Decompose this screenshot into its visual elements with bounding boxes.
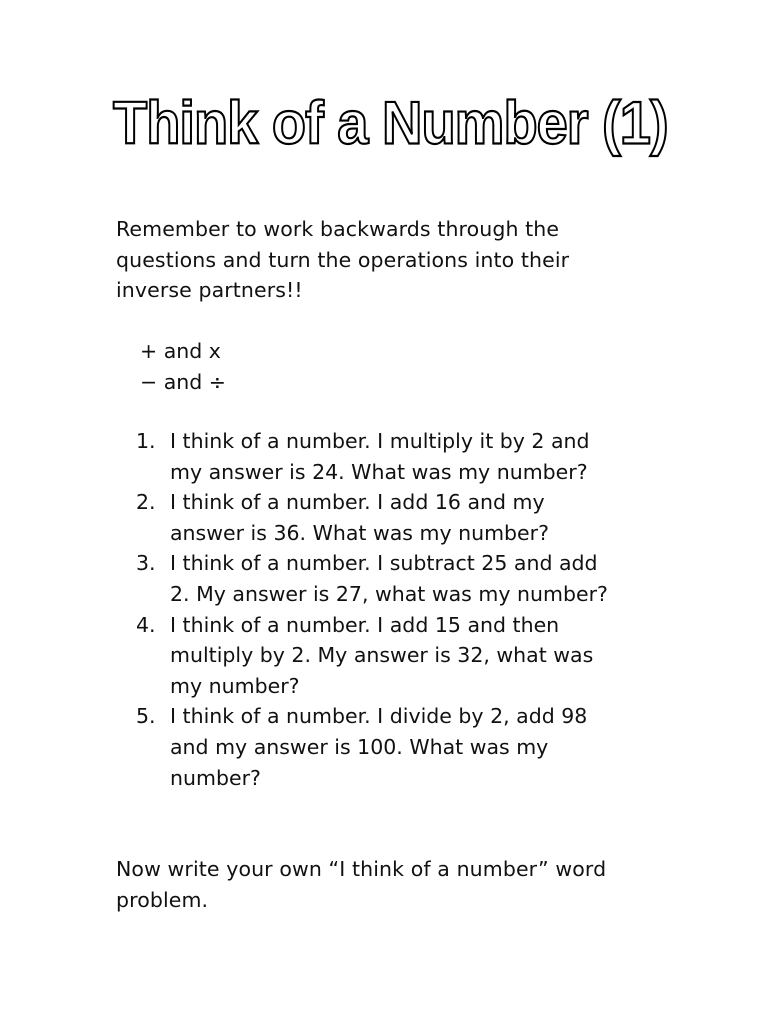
question-line: my answer is 24. What was my number? [170,459,588,484]
closing-line: Now write your own “I think of a number” word [116,857,607,881]
operation-pair-add-multiply: + and x [140,339,221,363]
question-line: answer is 36. What was my number? [170,520,549,545]
question-line: I think of a number. I add 15 and then [170,612,560,637]
page-title: Think of a Number (1) [113,88,668,157]
question-number: 2. [136,490,156,515]
question-number: 3. [136,551,156,576]
intro-line: inverse partners!! [116,278,303,303]
question-number: 5. [136,704,156,729]
question-line: I think of a number. I divide by 2, add 98 [170,704,588,729]
question-line: my number? [170,673,300,698]
operation-pair-subtract-divide: − and ÷ [140,369,226,394]
question-item [136,487,666,548]
question-number: 1. [136,429,156,453]
question-line: I think of a number. I subtract 25 and add [170,551,598,576]
question-item [136,701,666,793]
question-line: I think of a number. I add 16 and my [170,490,545,515]
closing-line: problem. [116,887,209,912]
operation-pairs [140,336,226,397]
question-line: number? [170,765,261,790]
question-line: I think of a number. I multiply it by 2 and [170,429,590,453]
intro-line: questions and turn the operations into their [116,247,570,272]
intro-paragraph [116,214,636,306]
question-item [136,548,666,609]
intro-line: Remember to work backwards through the [116,217,560,241]
question-line: 2. My answer is 27, what was my number? [170,581,608,606]
question-number: 4. [136,612,156,637]
question-list [136,426,666,793]
closing-instruction [116,854,656,915]
question-item [136,610,666,702]
question-line: multiply by 2. My answer is 32, what was [170,643,594,668]
question-item [136,426,666,487]
question-line: and my answer is 100. What was my [170,734,549,759]
